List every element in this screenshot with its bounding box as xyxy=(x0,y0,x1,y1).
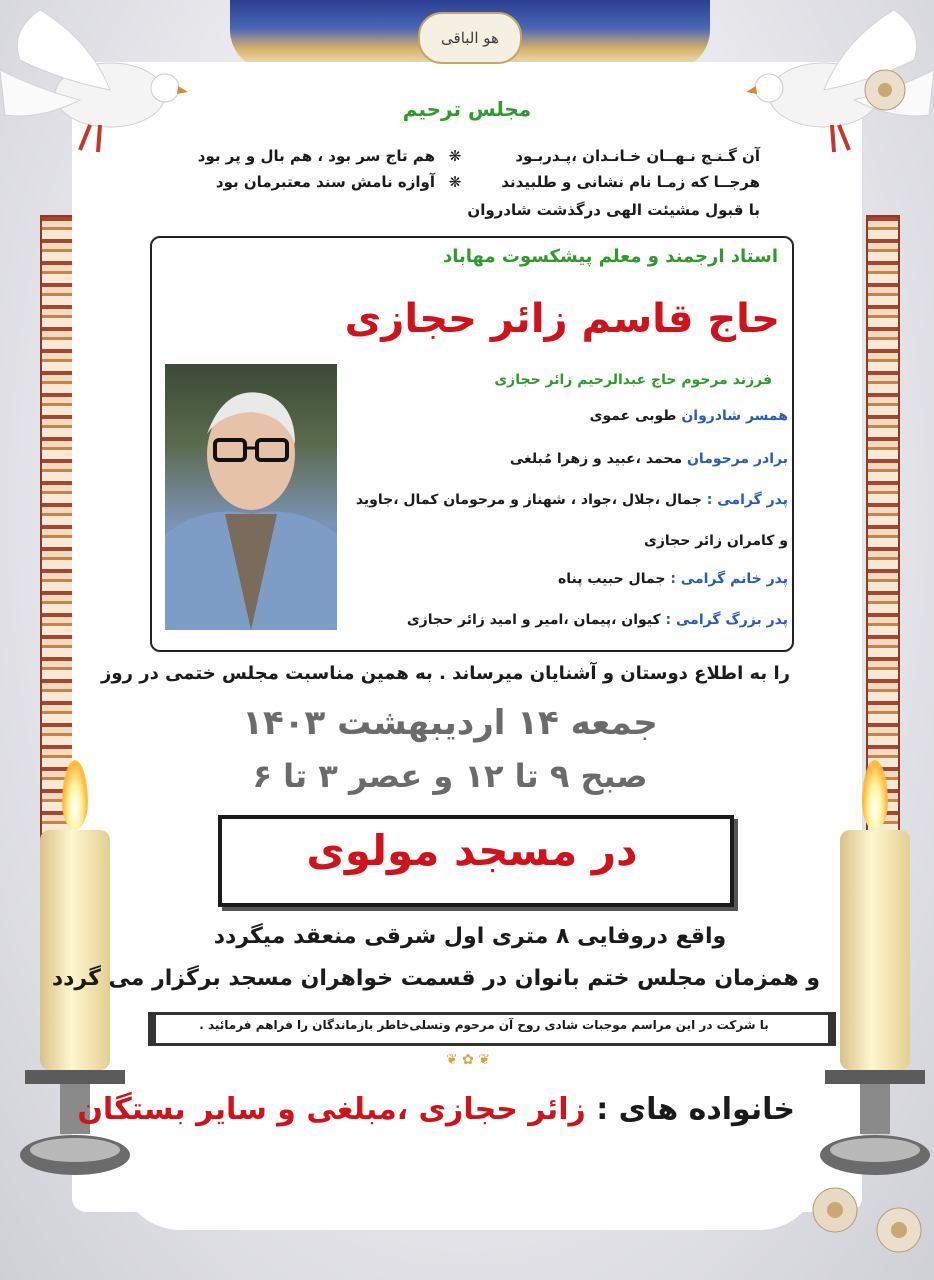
relation-row: پدر گرامی : جمال ،جلال ،جواد ، شهناز و مرحومان کمال ،جاوید xyxy=(355,492,788,508)
relation-row: و کامران زائر حجازی xyxy=(644,533,788,549)
request-text: با شرکت در این مراسم موجبات شادی روح آن مرحوم وتسلی‌خاطر بازماندگان را فراهم فرمائید . xyxy=(199,1018,769,1032)
flower-icon xyxy=(864,1200,934,1260)
venue-name: در مسجد مولوی xyxy=(306,826,638,875)
ceremony-time: صبح ۹ تا ۱۲ و عصر ۳ تا ۶ xyxy=(252,757,648,795)
ceremony-date: جمعه ۱۴ اردیبهشت ۱۴۰۳ xyxy=(242,703,658,743)
poem-line2-left: آوازه نامش سند معتبرمان بود xyxy=(215,173,435,191)
relation-row: برادر مرحومان محمد ،عبید و زهرا مُبلغی xyxy=(509,451,788,467)
families-line: خانواده های : زائر حجازی ،مبلغی و سایر بستگان xyxy=(77,1092,795,1127)
deceased-father: فرزند مرحوم حاج عبدالرحیم زائر حجازی xyxy=(494,372,772,388)
announcement-text: را به اطلاع دوستان و آشنایان میرساند . به همین مناسبت مجلس ختمی در روز xyxy=(101,663,790,684)
address-text: واقع دروفایی ۸ متری اول شرقی منعقد میگردد xyxy=(213,924,727,949)
announcement-paper-bottom xyxy=(120,1150,820,1230)
relation-row: پدر خانم گرامی : جمال حبیب پناه xyxy=(557,571,788,587)
poem-separator: ❋ xyxy=(448,173,462,191)
flower-icon xyxy=(850,60,920,120)
divider-ornament-icon: ❦ ✿ ❦ xyxy=(445,1052,491,1068)
poem-line2-right: هرجــا كه زمـا نام نشانى و طلبيدند xyxy=(501,173,760,191)
women-ceremony-note: و همزمان مجلس ختم بانوان در قسمت خواهران مسجد برگزار می گردد xyxy=(51,966,820,991)
candle-right-icon xyxy=(810,760,934,1180)
deceased-role: استاد ارجمند و معلم پیشکسوت مهاباد xyxy=(443,246,778,267)
relation-row: همسر شادروان طوبی عموی xyxy=(589,408,788,424)
relation-row: پدر بزرگ گرامی : کیوان ،پیمان ،امیر و امید زائر حجازی xyxy=(406,612,788,628)
portrait-photo xyxy=(165,364,337,630)
poem-line1-right: آن گـنـج نـهــان خـانـدان ،پـدربـود xyxy=(515,147,760,165)
poem-separator: ❋ xyxy=(448,147,462,165)
deceased-name: حاج قاسم زائر حجازی xyxy=(344,296,780,342)
ceremony-title: مجلس ترحیم xyxy=(402,97,532,121)
top-cartouche: هو الباقی xyxy=(418,12,522,64)
dove-left-icon xyxy=(0,0,190,170)
flower-icon xyxy=(800,1180,870,1240)
poem-line1-left: هم تاج سر بود ، هم بال و پر بود xyxy=(197,147,435,165)
intro-text: با قبول مشيئت الهى درگذشت شادروان xyxy=(467,201,760,219)
